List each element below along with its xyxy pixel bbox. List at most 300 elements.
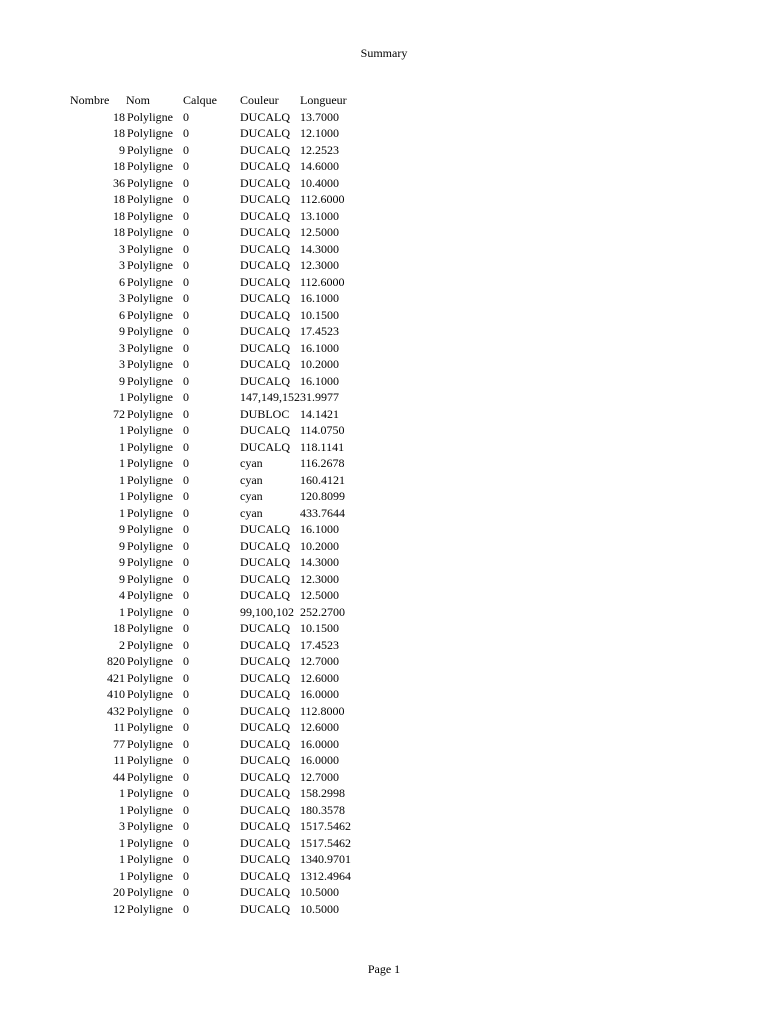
cell-couleur: DUCALQ bbox=[240, 208, 290, 223]
cell-calque: 0 bbox=[183, 126, 189, 140]
cell-calque: 0 bbox=[183, 588, 189, 602]
cell-couleur: DUCALQ bbox=[240, 621, 290, 635]
cell-nom: Polyligne bbox=[127, 555, 174, 569]
table-row bbox=[70, 703, 360, 720]
cell-longueur: 14.3000 bbox=[300, 241, 339, 256]
cell-longueur: 14.6000 bbox=[300, 159, 339, 173]
cell-nombre: 9 bbox=[119, 555, 125, 569]
cell-nom: Polyligne bbox=[127, 670, 174, 685]
cell-couleur: DUCALQ bbox=[240, 654, 290, 668]
table-row bbox=[70, 389, 360, 406]
cell-couleur: DUCALQ bbox=[240, 687, 290, 701]
table-body bbox=[70, 109, 360, 918]
cell-nombre: 6 bbox=[119, 307, 125, 322]
cell-nombre: 9 bbox=[119, 142, 125, 157]
cell-nom: Polyligne bbox=[127, 621, 174, 635]
cell-couleur: cyan bbox=[240, 472, 263, 487]
cell-couleur: DUCALQ bbox=[240, 423, 290, 437]
cell-longueur: 12.7000 bbox=[300, 654, 339, 668]
cell-nom: Polyligne bbox=[127, 373, 174, 388]
table-row bbox=[70, 191, 360, 208]
cell-nom: Polyligne bbox=[127, 703, 174, 718]
cell-couleur: DUCALQ bbox=[240, 736, 290, 751]
cell-nom: Polyligne bbox=[127, 588, 174, 602]
table-row bbox=[70, 307, 360, 324]
cell-nom: Polyligne bbox=[127, 802, 174, 817]
cell-couleur: DUCALQ bbox=[240, 225, 290, 239]
cell-nom: Polyligne bbox=[127, 291, 174, 305]
cell-nom: Polyligne bbox=[127, 357, 174, 371]
cell-couleur: DUCALQ bbox=[240, 307, 290, 322]
cell-nombre: 6 bbox=[119, 274, 125, 289]
cell-nom: Polyligne bbox=[127, 571, 174, 586]
cell-couleur: DUCALQ bbox=[240, 835, 290, 850]
table-row bbox=[70, 257, 360, 274]
cell-longueur: 16.0000 bbox=[300, 687, 339, 701]
table-row bbox=[70, 901, 360, 918]
cell-nom: Polyligne bbox=[127, 654, 174, 668]
cell-longueur: 10.1500 bbox=[300, 621, 339, 635]
table-row bbox=[70, 208, 360, 225]
cell-calque: 0 bbox=[183, 175, 189, 190]
table-row bbox=[70, 868, 360, 885]
cell-couleur: DUCALQ bbox=[240, 340, 290, 355]
cell-nom: Polyligne bbox=[127, 208, 174, 223]
cell-calque: 0 bbox=[183, 555, 189, 569]
cell-nombre: 2 bbox=[119, 637, 125, 652]
page-number: Page 1 bbox=[367, 962, 401, 976]
table-row bbox=[70, 125, 360, 142]
cell-couleur: DUCALQ bbox=[240, 357, 290, 371]
table-row bbox=[70, 554, 360, 571]
cell-calque: 0 bbox=[183, 604, 189, 619]
cell-couleur: DUCALQ bbox=[240, 126, 290, 140]
table-row bbox=[70, 323, 360, 340]
cell-calque: 0 bbox=[183, 357, 189, 371]
cell-nombre: 18 bbox=[113, 192, 125, 206]
cell-nom: Polyligne bbox=[127, 835, 174, 850]
cell-nombre: 12 bbox=[113, 901, 125, 916]
table-row bbox=[70, 620, 360, 637]
cell-calque: 0 bbox=[183, 390, 189, 404]
cell-nombre: 72 bbox=[113, 406, 125, 421]
cell-nombre: 3 bbox=[119, 241, 125, 256]
table-row bbox=[70, 637, 360, 654]
cell-nom: Polyligne bbox=[127, 472, 174, 487]
cell-nombre: 20 bbox=[113, 885, 125, 899]
cell-nombre: 3 bbox=[119, 819, 125, 833]
cell-nombre: 3 bbox=[119, 291, 125, 305]
cell-longueur: 1340.9701 bbox=[300, 852, 351, 866]
cell-calque: 0 bbox=[183, 291, 189, 305]
cell-longueur: 112.6000 bbox=[300, 274, 345, 289]
cell-nombre: 9 bbox=[119, 538, 125, 553]
table-row bbox=[70, 686, 360, 703]
cell-nom: Polyligne bbox=[127, 192, 174, 206]
column-header-nom: Nom bbox=[126, 93, 150, 107]
cell-couleur: DUCALQ bbox=[240, 538, 290, 553]
cell-couleur: 99,100,102 bbox=[240, 604, 294, 619]
table-row bbox=[70, 818, 360, 835]
cell-nom: Polyligne bbox=[127, 324, 174, 338]
column-header-couleur: Couleur bbox=[240, 93, 279, 107]
table-row bbox=[70, 439, 360, 456]
cell-couleur: DUCALQ bbox=[240, 885, 290, 899]
cell-couleur: DUCALQ bbox=[240, 291, 290, 305]
cell-longueur: 112.6000 bbox=[300, 192, 345, 206]
table-row bbox=[70, 719, 360, 736]
table-row bbox=[70, 241, 360, 258]
cell-nombre: 18 bbox=[113, 225, 125, 239]
cell-nom: Polyligne bbox=[127, 489, 174, 503]
cell-couleur: DUCALQ bbox=[240, 703, 290, 718]
cell-nombre: 1 bbox=[119, 390, 125, 404]
table-row bbox=[70, 340, 360, 357]
cell-nombre: 18 bbox=[113, 159, 125, 173]
table-row bbox=[70, 472, 360, 489]
cell-nom: Polyligne bbox=[127, 786, 174, 800]
cell-nombre: 1 bbox=[119, 456, 125, 470]
cell-calque: 0 bbox=[183, 670, 189, 685]
cell-couleur: DUCALQ bbox=[240, 192, 290, 206]
cell-couleur: DUCALQ bbox=[240, 720, 290, 734]
table-row bbox=[70, 109, 360, 126]
cell-nombre: 9 bbox=[119, 324, 125, 338]
table-row bbox=[70, 785, 360, 802]
cell-nombre: 1 bbox=[119, 835, 125, 850]
cell-longueur: 10.4000 bbox=[300, 175, 339, 190]
cell-longueur: 158.2998 bbox=[300, 786, 345, 800]
cell-longueur: 13.7000 bbox=[300, 109, 339, 124]
table-row bbox=[70, 488, 360, 505]
cell-longueur: 12.5000 bbox=[300, 225, 339, 239]
table-row bbox=[70, 175, 360, 192]
cell-nombre: 1 bbox=[119, 852, 125, 866]
cell-nombre: 18 bbox=[113, 208, 125, 223]
cell-nombre: 18 bbox=[113, 109, 125, 124]
cell-longueur: 112.8000 bbox=[300, 703, 345, 718]
cell-longueur: 12.6000 bbox=[300, 670, 339, 685]
cell-nombre: 9 bbox=[119, 571, 125, 586]
cell-longueur: 120.8099 bbox=[300, 489, 345, 503]
table-row bbox=[70, 670, 360, 687]
cell-longueur: 16.1000 bbox=[300, 291, 339, 305]
table-row bbox=[70, 884, 360, 901]
cell-longueur: 12.5000 bbox=[300, 588, 339, 602]
cell-calque: 0 bbox=[183, 373, 189, 388]
table-row bbox=[70, 406, 360, 423]
cell-calque: 0 bbox=[183, 901, 189, 916]
cell-couleur: DUCALQ bbox=[240, 522, 290, 536]
cell-calque: 0 bbox=[183, 522, 189, 536]
cell-nombre: 9 bbox=[119, 522, 125, 536]
cell-couleur: DUCALQ bbox=[240, 439, 290, 454]
cell-nom: Polyligne bbox=[127, 175, 174, 190]
cell-couleur: DUCALQ bbox=[240, 802, 290, 817]
cell-calque: 0 bbox=[183, 868, 189, 883]
cell-couleur: DUCALQ bbox=[240, 868, 290, 883]
cell-nom: Polyligne bbox=[127, 538, 174, 553]
cell-calque: 0 bbox=[183, 802, 189, 817]
cell-longueur: 118.1141 bbox=[300, 439, 345, 454]
cell-longueur: 12.6000 bbox=[300, 720, 339, 734]
cell-longueur: 16.1000 bbox=[300, 340, 339, 355]
table-row bbox=[70, 653, 360, 670]
cell-calque: 0 bbox=[183, 225, 189, 239]
cell-couleur: DUCALQ bbox=[240, 769, 290, 784]
cell-calque: 0 bbox=[183, 307, 189, 322]
table-row bbox=[70, 851, 360, 868]
table-row bbox=[70, 142, 360, 159]
summary-table bbox=[70, 92, 360, 917]
cell-calque: 0 bbox=[183, 208, 189, 223]
cell-nom: Polyligne bbox=[127, 109, 174, 124]
cell-longueur: 1517.5462 bbox=[300, 819, 351, 833]
cell-nombre: 820 bbox=[107, 654, 125, 668]
cell-nombre: 1 bbox=[119, 439, 125, 454]
cell-longueur: 14.1421 bbox=[300, 406, 339, 421]
cell-nom: Polyligne bbox=[127, 604, 174, 619]
cell-couleur: DUCALQ bbox=[240, 142, 290, 157]
cell-nombre: 4 bbox=[119, 588, 125, 602]
table-row bbox=[70, 158, 360, 175]
cell-longueur: 16.0000 bbox=[300, 753, 339, 767]
cell-longueur: 17.4523 bbox=[300, 324, 339, 338]
cell-longueur: 160.4121 bbox=[300, 472, 345, 487]
cell-couleur: DUCALQ bbox=[240, 670, 290, 685]
cell-calque: 0 bbox=[183, 241, 189, 256]
cell-longueur: 12.7000 bbox=[300, 769, 339, 784]
table-row bbox=[70, 769, 360, 786]
cell-nombre: 11 bbox=[113, 753, 125, 767]
cell-couleur: DUCALQ bbox=[240, 241, 290, 256]
cell-nombre: 44 bbox=[113, 769, 125, 784]
cell-longueur: 12.1000 bbox=[300, 126, 339, 140]
cell-nom: Polyligne bbox=[127, 868, 174, 883]
table-row bbox=[70, 538, 360, 555]
cell-longueur: 10.1500 bbox=[300, 307, 339, 322]
table-row bbox=[70, 505, 360, 522]
cell-calque: 0 bbox=[183, 753, 189, 767]
cell-nombre: 1 bbox=[119, 423, 125, 437]
page-title: Summary bbox=[360, 46, 408, 60]
table-header-row bbox=[70, 92, 360, 109]
cell-longueur: 12.3000 bbox=[300, 258, 339, 272]
cell-couleur: cyan bbox=[240, 456, 263, 470]
cell-longueur: 252.2700 bbox=[300, 604, 345, 619]
cell-couleur: DUCALQ bbox=[240, 786, 290, 800]
cell-couleur: cyan bbox=[240, 489, 263, 503]
cell-nom: Polyligne bbox=[127, 258, 174, 272]
cell-calque: 0 bbox=[183, 703, 189, 718]
cell-nom: Polyligne bbox=[127, 456, 174, 470]
table-row bbox=[70, 604, 360, 621]
cell-nom: Polyligne bbox=[127, 241, 174, 256]
table-row bbox=[70, 290, 360, 307]
cell-couleur: DUCALQ bbox=[240, 373, 290, 388]
cell-nombre: 1 bbox=[119, 786, 125, 800]
cell-nombre: 1 bbox=[119, 489, 125, 503]
table-row bbox=[70, 736, 360, 753]
cell-couleur: DUCALQ bbox=[240, 852, 290, 866]
cell-longueur: 16.1000 bbox=[300, 522, 339, 536]
cell-nombre: 432 bbox=[107, 703, 125, 718]
cell-nombre: 18 bbox=[113, 621, 125, 635]
cell-calque: 0 bbox=[183, 192, 189, 206]
cell-nom: Polyligne bbox=[127, 637, 174, 652]
table-row bbox=[70, 356, 360, 373]
table-row bbox=[70, 274, 360, 291]
cell-nom: Polyligne bbox=[127, 423, 174, 437]
cell-couleur: DUBLOC bbox=[240, 406, 290, 421]
cell-nombre: 1 bbox=[119, 604, 125, 619]
cell-nom: Polyligne bbox=[127, 142, 174, 157]
cell-calque: 0 bbox=[183, 852, 189, 866]
cell-couleur: DUCALQ bbox=[240, 819, 290, 833]
cell-couleur: DUCALQ bbox=[240, 258, 290, 272]
cell-longueur: 116.2678 bbox=[300, 456, 345, 470]
table-row bbox=[70, 521, 360, 538]
cell-longueur: 13.1000 bbox=[300, 208, 339, 223]
cell-nombre: 9 bbox=[119, 373, 125, 388]
cell-couleur: DUCALQ bbox=[240, 753, 290, 767]
cell-nom: Polyligne bbox=[127, 225, 174, 239]
cell-nom: Polyligne bbox=[127, 274, 174, 289]
cell-nom: Polyligne bbox=[127, 340, 174, 355]
cell-calque: 0 bbox=[183, 687, 189, 701]
cell-nom: Polyligne bbox=[127, 736, 174, 751]
cell-calque: 0 bbox=[183, 637, 189, 652]
cell-calque: 0 bbox=[183, 786, 189, 800]
cell-calque: 0 bbox=[183, 736, 189, 751]
cell-longueur: 10.2000 bbox=[300, 357, 339, 371]
cell-calque: 0 bbox=[183, 654, 189, 668]
cell-calque: 0 bbox=[183, 456, 189, 470]
cell-couleur: DUCALQ bbox=[240, 324, 290, 338]
cell-longueur: 14.3000 bbox=[300, 555, 339, 569]
cell-nom: Polyligne bbox=[127, 505, 174, 520]
cell-nom: Polyligne bbox=[127, 753, 174, 767]
cell-calque: 0 bbox=[183, 439, 189, 454]
column-header-calque: Calque bbox=[183, 93, 217, 107]
cell-nombre: 77 bbox=[113, 736, 125, 751]
cell-nombre: 3 bbox=[119, 357, 125, 371]
cell-couleur: DUCALQ bbox=[240, 175, 290, 190]
cell-longueur: 180.3578 bbox=[300, 802, 345, 817]
cell-couleur: DUCALQ bbox=[240, 159, 290, 173]
cell-calque: 0 bbox=[183, 505, 189, 520]
cell-nombre: 421 bbox=[107, 670, 125, 685]
cell-nombre: 1 bbox=[119, 472, 125, 487]
cell-calque: 0 bbox=[183, 571, 189, 586]
cell-calque: 0 bbox=[183, 819, 189, 833]
column-header-nombre: Nombre bbox=[70, 93, 110, 107]
cell-nom: Polyligne bbox=[127, 390, 174, 404]
cell-longueur: 1312.4964 bbox=[300, 868, 351, 883]
cell-nombre: 1 bbox=[119, 802, 125, 817]
cell-nom: Polyligne bbox=[127, 769, 174, 784]
cell-longueur: 10.5000 bbox=[300, 901, 339, 916]
cell-longueur: 114.0750 bbox=[300, 423, 345, 437]
cell-nom: Polyligne bbox=[127, 819, 174, 833]
cell-couleur: DUCALQ bbox=[240, 109, 290, 124]
cell-calque: 0 bbox=[183, 324, 189, 338]
cell-calque: 0 bbox=[183, 621, 189, 635]
cell-nom: Polyligne bbox=[127, 522, 174, 536]
column-header-longueur: Longueur bbox=[300, 93, 347, 107]
cell-couleur: DUCALQ bbox=[240, 588, 290, 602]
cell-longueur: 12.3000 bbox=[300, 571, 339, 586]
cell-calque: 0 bbox=[183, 109, 189, 124]
cell-longueur: 12.2523 bbox=[300, 142, 339, 157]
cell-longueur: 10.2000 bbox=[300, 538, 339, 553]
table-row bbox=[70, 587, 360, 604]
cell-calque: 0 bbox=[183, 406, 189, 421]
cell-calque: 0 bbox=[183, 538, 189, 553]
cell-couleur: DUCALQ bbox=[240, 637, 290, 652]
cell-calque: 0 bbox=[183, 423, 189, 437]
cell-nombre: 3 bbox=[119, 340, 125, 355]
cell-nom: Polyligne bbox=[127, 852, 174, 866]
cell-couleur: DUCALQ bbox=[240, 274, 290, 289]
table-row bbox=[70, 455, 360, 472]
cell-nombre: 36 bbox=[113, 175, 125, 190]
table-row bbox=[70, 373, 360, 390]
cell-calque: 0 bbox=[183, 159, 189, 173]
cell-couleur: DUCALQ bbox=[240, 555, 290, 569]
cell-nom: Polyligne bbox=[127, 439, 174, 454]
cell-nombre: 18 bbox=[113, 126, 125, 140]
cell-longueur: 433.7644 bbox=[300, 505, 345, 520]
cell-nom: Polyligne bbox=[127, 159, 174, 173]
cell-nombre: 1 bbox=[119, 868, 125, 883]
table-row bbox=[70, 224, 360, 241]
cell-calque: 0 bbox=[183, 835, 189, 850]
cell-couleur: 147,149,152 bbox=[240, 390, 300, 404]
table-row bbox=[70, 802, 360, 819]
cell-calque: 0 bbox=[183, 258, 189, 272]
cell-nombre: 1 bbox=[119, 505, 125, 520]
cell-calque: 0 bbox=[183, 769, 189, 784]
cell-longueur: 10.5000 bbox=[300, 885, 339, 899]
cell-nom: Polyligne bbox=[127, 885, 174, 899]
cell-nombre: 3 bbox=[119, 258, 125, 272]
cell-nom: Polyligne bbox=[127, 687, 174, 701]
cell-calque: 0 bbox=[183, 885, 189, 899]
cell-nom: Polyligne bbox=[127, 901, 174, 916]
cell-calque: 0 bbox=[183, 142, 189, 157]
cell-nom: Polyligne bbox=[127, 720, 174, 734]
cell-longueur: 16.0000 bbox=[300, 736, 339, 751]
cell-nom: Polyligne bbox=[127, 126, 174, 140]
table-row bbox=[70, 422, 360, 439]
cell-longueur: 16.1000 bbox=[300, 373, 339, 388]
table-row bbox=[70, 752, 360, 769]
cell-nom: Polyligne bbox=[127, 307, 174, 322]
cell-couleur: DUCALQ bbox=[240, 901, 290, 916]
cell-calque: 0 bbox=[183, 340, 189, 355]
cell-calque: 0 bbox=[183, 472, 189, 487]
cell-longueur: 31.9977 bbox=[300, 390, 339, 404]
cell-calque: 0 bbox=[183, 489, 189, 503]
cell-nom: Polyligne bbox=[127, 406, 174, 421]
cell-nombre: 11 bbox=[113, 720, 125, 734]
cell-nombre: 410 bbox=[107, 687, 125, 701]
cell-calque: 0 bbox=[183, 720, 189, 734]
table-row bbox=[70, 835, 360, 852]
cell-longueur: 17.4523 bbox=[300, 637, 339, 652]
cell-calque: 0 bbox=[183, 274, 189, 289]
